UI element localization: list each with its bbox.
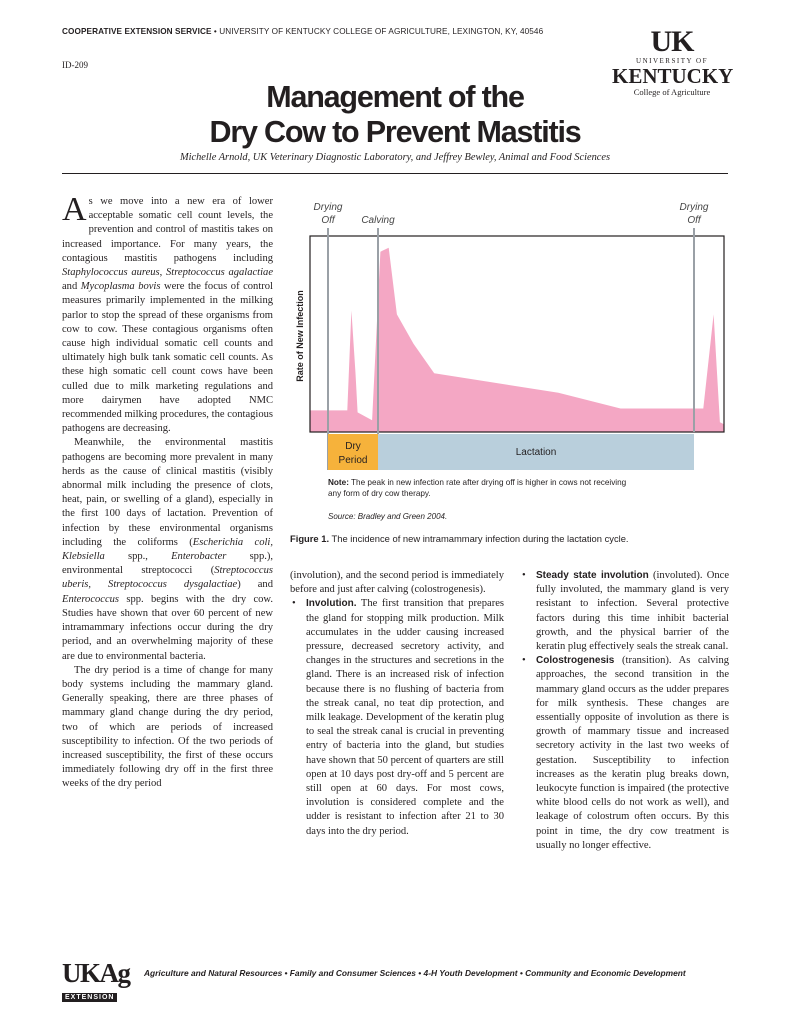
footer-programs: Agriculture and Natural Resources • Family and Consumer Sciences • 4-H Youth Development • Community and Economic Development [144,968,686,978]
label-drying-off-2a: Drying [679,202,709,213]
infection-rate-area [310,248,724,432]
list-item-involution: • Involution. The first transition that prepares the gland for stopping milk production. Milk accumulates in the udder causing increased pressure, decreased secretory activity, and changes in the structures and secretions in the gland. There is an increased risk of infection because there is no flushing of bacteria from the streak canal, no teat dip protection, and milk leakage. Development of the keratin plug to seal the streak canal is crucial in preventing entry of bacteria into the gland, but studies have shown that 50 percent of quarters are still open at 10 days post dry-off and 5 percent are still open at 60 days. For most cows, involution is considered complete and the udder is resistant to infection after 21 to 30 days into the dry period. [290,597,504,838]
title-rule [62,173,728,174]
extension-badge: EXTENSION [62,993,117,1002]
figure-note-1: Note: The peak in new infection rate after drying off is higher in cows not receiving [328,478,627,487]
title-line-2: Dry Cow to Prevent Mastitis [209,115,581,149]
ukag-wordmark: UKAg [62,958,130,988]
label-drying-off-1a: Drying [313,202,343,213]
dry-period-label-1: Dry [345,441,361,452]
list-item-steady-state: • Steady state involution (involuted). Once fully involuted, the mammary gland is very resistant to infection. Several protective factors during this time inhibit bacterial growth, and the physical barrier of the keratin plug effectively seals the streak canal. [520,569,729,654]
phase-list-1 [290,597,504,838]
drop-cap: A [62,191,87,228]
authors: Michelle Arnold, UK Veterinary Diagnostic Laboratory, and Jeffrey Bewley, Animal and Food Sciences [179,152,611,163]
ukag-extension-logo [62,960,130,1004]
label-drying-off-1b: Off [321,215,335,226]
column-2 [290,569,504,839]
list-item-colostrogenesis: • Colostrogenesis (transition). As calving approaches, the second transition in the mammary gland occurs as the udder prepares for milk synthesis. These changes are essentially opposite of involution as there is growth of mammary tissue and increased secretory activity in the last two weeks of gestation. Susceptibility to infection increases as the keratin plug breaks down, leukocyte function is impaired (the protective white blood cells do not work as well), and leakage of colostrum often occurs. By this point in time, the dry cow treatment is usually no longer effective. [520,654,729,853]
chart-y-label: Rate of New Infection [295,290,305,382]
label-calving: Calving [361,215,395,226]
paragraph-3: The dry period is a time of change for many body systems including the mammary gland. Generally speaking, there are three phases of mammary gland change during the dry period, two of which are periods of increased susceptibility to infection. Of the two periods of increased susceptibility, the first of these occurs immediately following dry off in the first three weeks of the dry period [62,664,273,790]
figure-1-chart [290,196,730,536]
org-rest: • UNIVERSITY OF KENTUCKY COLLEGE OF AGRICULTURE, LEXINGTON, KY, 40546 [211,27,544,36]
org-bold: COOPERATIVE EXTENSION SERVICE [62,27,212,36]
column-1 [62,191,274,792]
paragraph-2: Meanwhile, the environmental mastitis pathogens are becoming more prevalent in many herds as the cause of clinical mastitis (visibly abnormal milk including the presence of clots, heat, pain, or swelling of a gland), especially in the first 100 days of lactation. Prevention of infection by these environmental organisms including the coliforms (Escherichia coli, Klebsiella spp., Enterobacter spp.), environmental streptococci (Streptococcus uberis, Streptococcus dysgalactiae) and Enterococcus spp. begins with the dry cow. Studies have shown that over 60 percent of new intramammary infections occur during the dry period, and an overwhelming majority of these are due to environmental bacteria. [62,437,274,662]
column-3 [520,569,729,853]
logo-college: College of Agriculture [633,87,711,97]
paragraph-1: As we move into a new era of lower acceptable somatic cell count levels, the prevention and control of mastitis takes on increased importance. For many years, the contagious mastitis pathogens including Staphylococcus aureus, Streptococcus agalactiae and Mycoplasma bovis were the focus of control measures primarily implemented in the milking parlor to stop the spread of these organisms from cow to cow. These contagious organisms often cause high individual somatic cell counts and ultimately high bulk tank somatic cell counts. As these high somatic cell count cows have been culled due to milk marketing regulations and more dairymen have adopted NMC recommended milking procedures, the contagious pathogens are decreasing. [62,191,273,435]
page-title [150,80,640,150]
lactation-label: Lactation [515,447,557,458]
title-line-1: Management of the [266,80,524,114]
label-drying-off-2b: Off [687,215,701,226]
header-org-line [62,27,543,36]
phase-list-2 [520,569,729,853]
figure-caption: Figure 1. The incidence of new intramammary infection during the lactation cycle. [290,533,629,544]
logo-uk: UK [650,25,694,58]
paragraph-4: (involution), and the second period is immediately before and just after calving (colostrogenesis). [290,570,504,596]
figure-note-2: any form of dry cow therapy. [328,489,431,498]
doc-id: ID-209 [62,60,88,70]
dry-period-label-2: Period [338,455,368,466]
figure-source: Source: Bradley and Green 2004. [328,512,448,521]
logo-university: UNIVERSITY OF [636,57,708,65]
logo-kentucky: KENTUCKY [612,64,734,88]
